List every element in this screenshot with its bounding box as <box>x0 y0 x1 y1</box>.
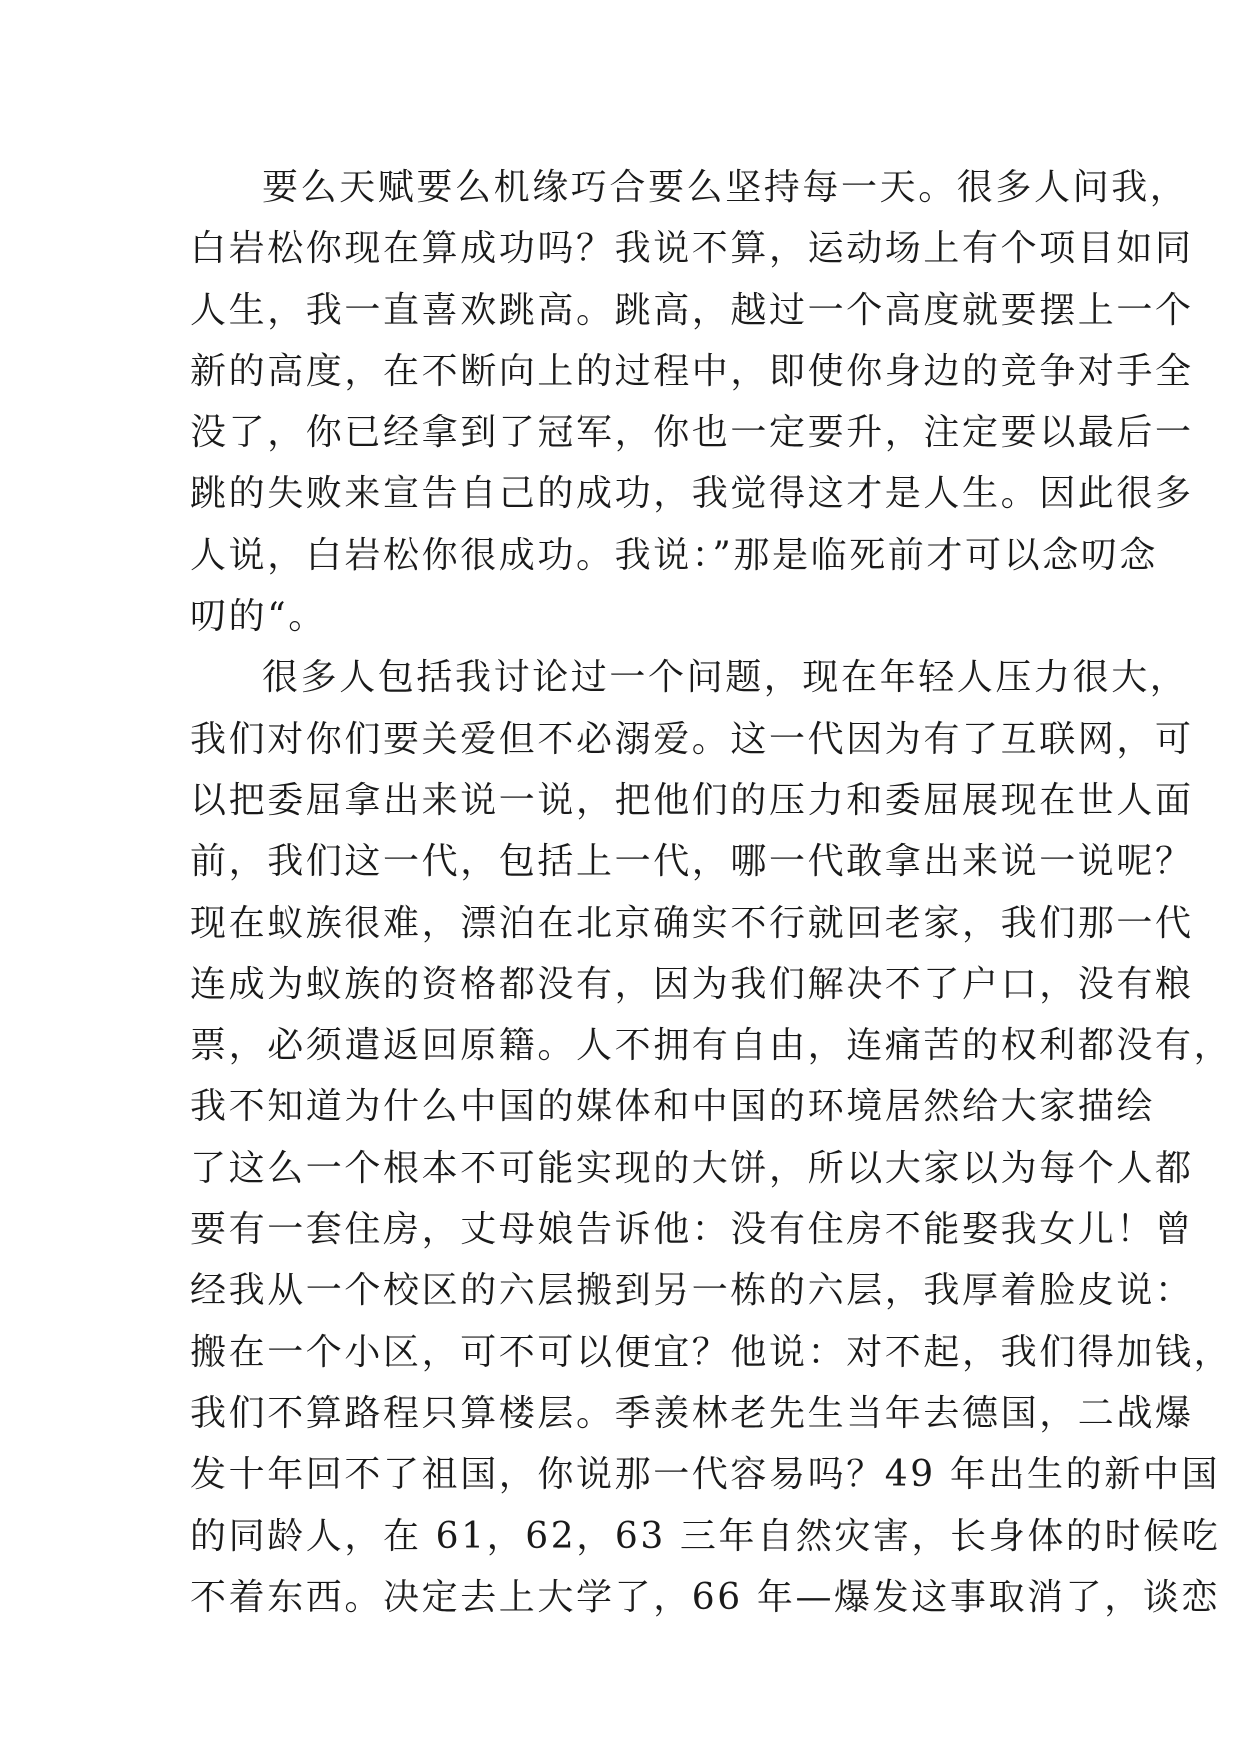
text-line: 要么天赋要么机缘巧合要么坚持每一天。很多人问我， <box>262 167 1189 208</box>
body-text <box>190 157 1233 1628</box>
text-line: 没了，你已经拿到了冠军，你也一定要升，注定要以最后一 <box>190 412 1194 454</box>
paragraph-1 <box>190 157 1194 647</box>
text-line: 经我从一个校区的六层搬到另一栋的六层，我厚着脸皮说： <box>190 1270 1194 1312</box>
text-line: 白岩松你现在算成功吗？我说不算，运动场上有个项目如同 <box>190 228 1194 270</box>
text-line: 要有一套住房，丈母娘告诉他：没有住房不能娶我女儿！曾 <box>190 1209 1194 1251</box>
text-line: 票，必须遣返回原籍。人不拥有自由，连痛苦的权利都没有， <box>190 1025 1233 1067</box>
text-line: 以把委屈拿出来说一说，把他们的压力和委屈展现在世人面 <box>190 779 1194 821</box>
text-line: 我们对你们要关爱但不必溺爱。这一代因为有了互联网，可 <box>190 718 1194 760</box>
text-line: 搬在一个小区，可不可以便宜？他说：对不起，我们得加钱， <box>190 1331 1233 1373</box>
text-line: 前，我们这一代，包括上一代，哪一代敢拿出来说一说呢？ <box>190 841 1194 883</box>
text-line: 不着东西。决定去上大学了，66 年—爆发这事取消了，谈恋 <box>190 1576 1221 1618</box>
text-line: 新的高度，在不断向上的过程中，即使你身边的竞争对手全 <box>190 350 1194 392</box>
text-line: 很多人包括我讨论过一个问题，现在年轻人压力很大， <box>262 657 1189 699</box>
text-line: 跳的失败来宣告自己的成功，我觉得这才是人生。因此很多 <box>190 473 1194 515</box>
text-line: 我们不算路程只算楼层。季羡林老先生当年去德国，二战爆 <box>190 1392 1194 1434</box>
text-line: 了这么一个根本不可能实现的大饼，所以大家以为每个人都 <box>190 1147 1194 1189</box>
text-line: 现在蚁族很难，漂泊在北京确实不行就回老家，我们那一代 <box>190 902 1194 944</box>
text-line: 的同龄人，在 61，62，63 三年自然灾害，长身体的时候吃 <box>190 1515 1221 1557</box>
text-line: 人说，白岩松你很成功。我说：”那是临死前才可以念叨念 <box>190 534 1159 576</box>
text-line: 我不知道为什么中国的媒体和中国的环境居然给大家描绘 <box>190 1086 1156 1128</box>
text-line: 人生，我一直喜欢跳高。跳高，越过一个高度就要摆上一个 <box>190 289 1194 331</box>
text-line: 发十年回不了祖国，你说那一代容易吗？49 年出生的新中国 <box>190 1454 1221 1496</box>
paragraph-2 <box>190 647 1233 1628</box>
text-line: 连成为蚁族的资格都没有，因为我们解决不了户口，没有粮 <box>190 963 1194 1005</box>
text-line: 叨的“。 <box>190 596 327 638</box>
